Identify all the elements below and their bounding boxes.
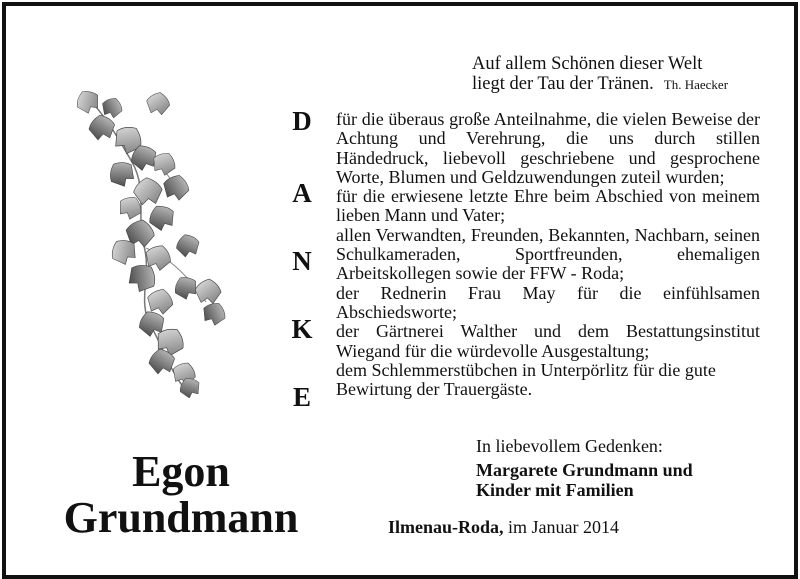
deceased-first-name: Egon xyxy=(132,447,230,496)
family-line-1: Margarete Grundmann und xyxy=(476,460,693,480)
quote-line-2 xyxy=(472,74,728,95)
danke-letter-a: A xyxy=(292,178,312,208)
family-line-2: Kinder mit Familien xyxy=(476,480,634,500)
quote xyxy=(472,54,728,95)
danke-letter-k: K xyxy=(291,314,313,344)
danke-letter-n: N xyxy=(292,246,312,276)
danke-letter-d: D xyxy=(292,106,312,136)
place-city: Ilmenau-Roda, xyxy=(388,517,504,537)
quote-line-2-text: liegt der Tau der Tränen. xyxy=(472,74,654,94)
in-memory-line: In liebevollem Gedenken: xyxy=(476,436,663,456)
thanks-text xyxy=(336,110,760,399)
thanks-paragraph: allen Verwandten, Freunden, Bekannten, Nachbarn, seinen Schulkameraden, Sportfreunden, ehemaligen Arbeitskollegen sowie der FFW - Roda; xyxy=(336,224,760,284)
ivy-vine-icon xyxy=(66,88,236,398)
deceased-last-name: Grundmann xyxy=(63,493,299,542)
thanks-paragraph: der Rednerin Frau May für die einfühlsamen Abschiedsworte; xyxy=(336,282,760,322)
place-date xyxy=(388,517,619,537)
place-date-text: im Januar 2014 xyxy=(508,517,619,537)
danke-vertical-word xyxy=(282,106,322,426)
thanks-paragraph: für die erwiesene letzte Ehre beim Abschied von meinem lieben Mann und Vater; xyxy=(336,186,760,226)
thanks-paragraph: dem Schlemmerstübchen in Unterpörlitz für die gute Bewirtung der Trauergäste. xyxy=(336,359,716,400)
danke-letter-e: E xyxy=(292,382,311,412)
deceased-name xyxy=(36,449,326,541)
thanks-paragraph: der Gärtnerei Walther und dem Bestattungsinstitut Wiegand für die würdevolle Ausgestaltung; xyxy=(336,321,760,361)
family-signature xyxy=(476,460,693,500)
quote-line-1: Auf allem Schönen dieser Welt xyxy=(472,54,703,74)
thanks-paragraph: für die überaus große Anteilnahme, die vielen Beweise der Achtung und Verehrung, die uns durch stillen Händedruck, liebevoll geschriebene und gesprochene Worte, Blumen und Geldzuwendungen zuteil wurden; xyxy=(336,109,760,187)
obituary-card xyxy=(2,2,798,579)
quote-author: Th. Haecker xyxy=(663,77,729,92)
